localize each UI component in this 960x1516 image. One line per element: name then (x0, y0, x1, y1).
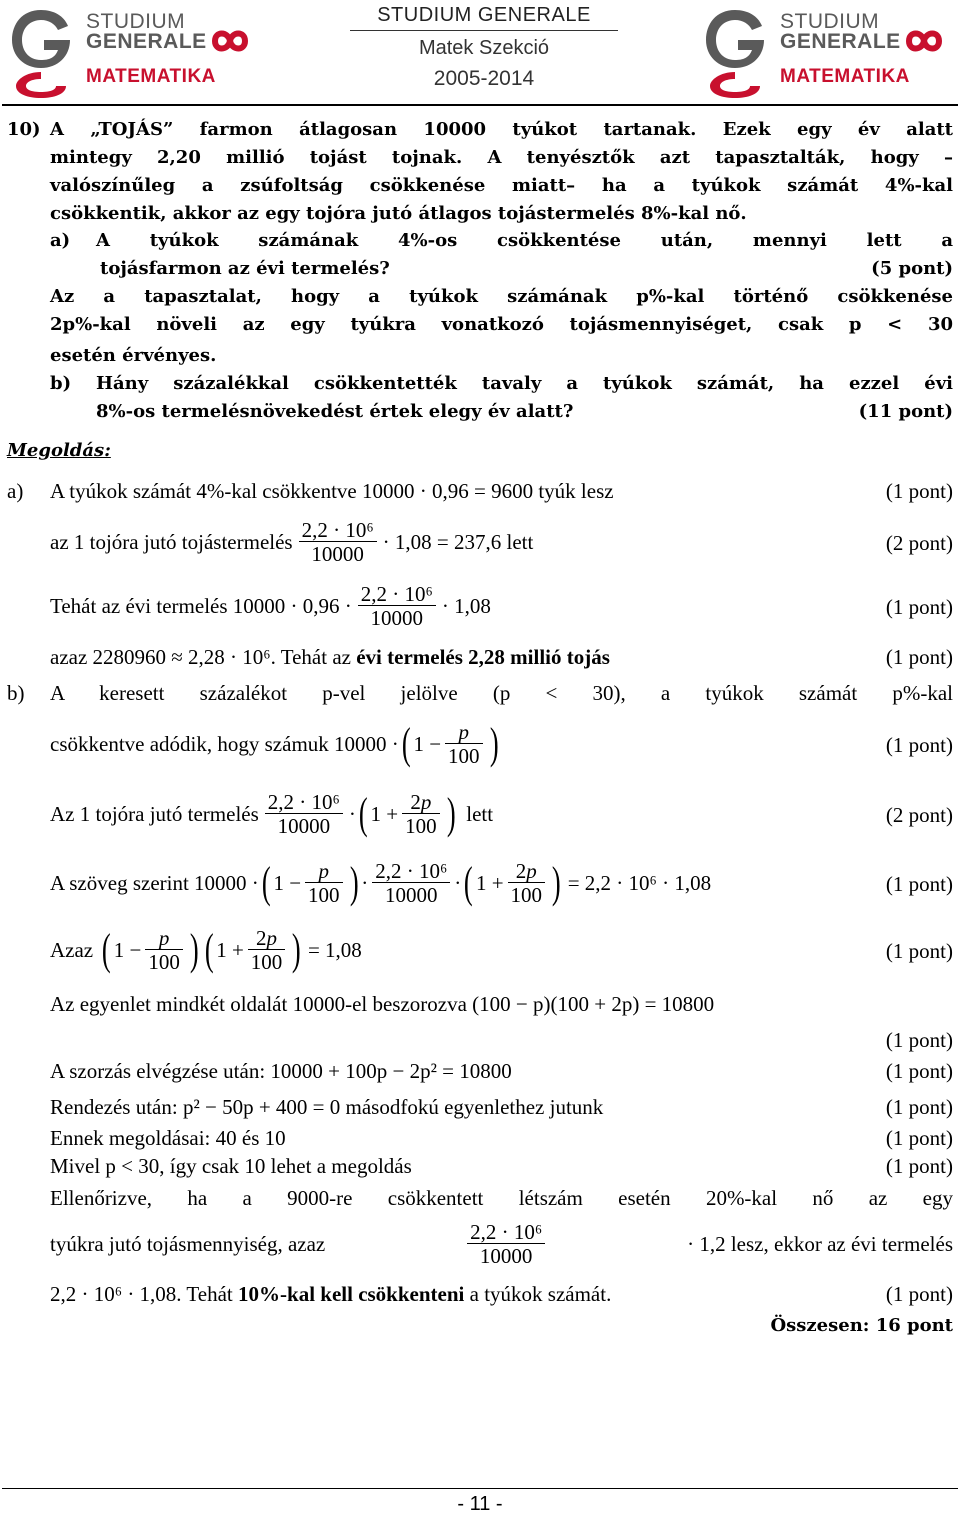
header-title-rule (350, 30, 618, 31)
solution-line (50, 1282, 611, 1307)
solution-text: Tehát az évi termelés 10000 · 0,96 · (50, 593, 352, 618)
solution-line: Mivel p < 30, így csak 10 lehet a megoldás (50, 1154, 412, 1178)
solution-points: (1 pont) (885, 872, 953, 896)
problem-line: valószínűleg a zsúfoltság csökkenése miatt– ha a tyúkok számát 4%-kal (50, 175, 953, 196)
header-title: STUDIUM GENERALE (377, 4, 591, 26)
fraction-numerator: 2,2 · 10⁶ (360, 581, 433, 606)
solution-heading: Megoldás: (7, 440, 111, 461)
solution-line: Ellenőrizve, ha a 9000-re csökkentett létszám esetén 20%-kal nő az egy (50, 1186, 953, 1210)
part-b-label: b) (50, 373, 72, 394)
solution-points: (1 pont) (885, 939, 953, 963)
solution-points: (1 pont) (885, 733, 953, 757)
solution-points: (1 pont) (885, 1154, 953, 1178)
solution-line: Ennek megoldásai: 40 és 10 (50, 1126, 286, 1150)
infinity-icon (894, 26, 954, 56)
solution-line: A keresett százalékot p-vel jelölve (p < 30), a tyúkok számát p%-kal (50, 681, 953, 705)
paren-right: ) (489, 719, 499, 768)
studium-generale-logo-left (6, 4, 256, 100)
solution-text: tyúkra jutó tojásmennyiség, azaz (50, 1231, 326, 1256)
solution-line: A szöveg szerint 10000 · ( 1 − $\frac{p}{100}$ ) · $\frac{\text{2,2 · 10⁶}}{10000}$ · ( 1 + $\frac{2p}{100}$ ) = 2,2 · 10⁶ · 1,08 (50, 858, 712, 907)
solution-text: · 1,08 (441, 593, 491, 618)
solution-text: 2,2 · 10⁶ · 1,08. Tehát (50, 1282, 233, 1306)
solution-text: Azaz (50, 937, 94, 962)
solution-line (50, 578, 491, 634)
logo-line3: MATEMATIKA (780, 66, 910, 87)
studium-generale-logo-right (700, 4, 950, 100)
solution-text: A szöveg szerint 10000 · (50, 870, 259, 895)
part-a-question: A tyúkok számának 4%-os csökkentése után, mennyi lett a (96, 230, 953, 251)
fraction: $\frac{\text{2,2 · 10⁶}}{10000}$ (265, 791, 343, 838)
paren-left: ( (401, 719, 411, 768)
solution-points: (1 pont) (885, 1282, 953, 1306)
solution-text: = 1,08 (307, 937, 362, 962)
solution-b-label: b) (7, 681, 25, 705)
solution-line: Rendezés után: p² − 50p + 400 = 0 másodfokú egyenlethez jutunk (50, 1095, 604, 1119)
footer-divider (2, 1488, 958, 1489)
solution-points: (1 pont) (885, 1059, 953, 1083)
logo-line2: GENERALE (86, 30, 207, 53)
solution-line (50, 514, 533, 570)
fraction-denominator: 10000 (358, 605, 436, 630)
part-b-question: Hány százalékkal csökkentették tavaly a tyúkok számát, ha ezzel évi (96, 373, 953, 394)
part-b-question-cont: 8%-os termelésnövekedést értek elegy év alatt? (96, 401, 574, 422)
header-years: 2005-2014 (433, 67, 535, 90)
header-center-title (350, 4, 618, 91)
fraction-denominator: 10000 (299, 541, 377, 566)
fraction (358, 583, 436, 630)
solution-text: · 1,08 = 237,6 lett (382, 529, 534, 554)
solution-line: Az 1 tojóra jutó termelés $\frac{\text{2,2 · 10⁶}}{10000}$ · ( 1 + $\frac{2p}{100}$ ) lett (50, 789, 494, 838)
condition-line: 2p%-kal növeli az egy tyúkra vonatkozó tojásmennyiséget, csak p < 30 (50, 314, 953, 335)
logo-line3: MATEMATIKA (86, 66, 216, 87)
solution-line: Azaz ( 1 − $\frac{p}{100}$ ) ( 1 + $\frac{2p}{100}$ ) = 1,08 (50, 925, 362, 974)
part-a-points: (5 pont) (871, 258, 953, 279)
logo-line2: GENERALE (780, 30, 901, 53)
solution-points: (1 pont) (885, 1126, 953, 1150)
solution-a-label: a) (7, 479, 24, 503)
solution-result: 10%-kal kell csökkenteni (238, 1282, 465, 1306)
solution-result: évi termelés 2,28 millió tojás (356, 645, 610, 669)
solution-points: (1 pont) (885, 645, 953, 669)
problem-line: A „TOJÁS” farmon átlagosan 10000 tyúkot tartanak. Ezek egy év alatt (50, 119, 953, 140)
solution-text: · 1,2 lesz, ekkor az évi termelés (687, 1231, 953, 1256)
solution-line: A tyúkok számát 4%-kal csökkentve 10000 · 0,96 = 9600 tyúk lesz (50, 479, 614, 503)
solution-text: Az 1 tojóra jutó termelés (50, 801, 259, 826)
solution-text: a tyúkok számát. (469, 1282, 612, 1306)
solution-line (50, 1216, 953, 1272)
problem-line: csökkentik, akkor az egy tojóra jutó átlagos tojástermelés 8%-kal nő. (50, 203, 747, 224)
solution-points: (2 pont) (885, 803, 953, 827)
header-divider (2, 104, 958, 106)
fraction-numerator: 2,2 · 10⁶ (470, 1219, 543, 1244)
logo-line1: STUDIUM (86, 10, 186, 33)
fraction (467, 1221, 545, 1268)
fraction-numerator: 2,2 · 10⁶ (301, 517, 374, 542)
solution-points: (1 pont) (885, 595, 953, 619)
infinity-icon (200, 26, 260, 56)
problem-line: mintegy 2,20 millió tojást tojnak. A tenyésztők azt tapasztalták, hogy – (50, 147, 953, 168)
part-a-question-cont: tojásfarmon az évi termelés? (100, 258, 390, 279)
solution-line (50, 645, 610, 670)
solution-text: azaz 2280960 ≈ 2,28 · 10⁶. Tehát az (50, 645, 351, 669)
solution-text: lett (466, 801, 494, 826)
page-number: - 11 - (457, 1493, 503, 1515)
problem-number: 10) (7, 119, 41, 140)
fraction-denominator: 10000 (467, 1243, 545, 1268)
total-points: Összesen: 16 pont (770, 1315, 953, 1336)
solution-points: (1 pont) (885, 1028, 953, 1052)
condition-line: esetén érvényes. (50, 345, 217, 366)
solution-text: az 1 tojóra jutó tojástermelés (50, 529, 293, 554)
solution-text: csökkentve adódik, hogy számuk 10000 · (50, 731, 399, 756)
sg-emblem-icon (6, 4, 76, 100)
sg-emblem-icon (700, 4, 770, 100)
solution-points: (1 pont) (885, 479, 953, 503)
solution-line: csökkentve adódik, hogy számuk 10000 · ( 1 − $\frac{p}{100}$ ) (50, 719, 499, 768)
solution-points: (2 pont) (885, 531, 953, 555)
part-b-points: (11 pont) (858, 401, 953, 422)
solution-line: A szorzás elvégzése után: 10000 + 100p − 2p² = 10800 (50, 1059, 512, 1083)
part-a-label: a) (50, 230, 71, 251)
header-subtitle: Matek Szekció (418, 37, 550, 59)
solution-points: (1 pont) (885, 1095, 953, 1119)
page-header (0, 0, 960, 108)
condition-line: Az a tapasztalat, hogy a tyúkok számának p%-kal történő csökkenése (50, 286, 953, 307)
fraction (299, 519, 377, 566)
solution-line: Az egyenlet mindkét oldalát 10000-el beszorozva (100 − p)(100 + 2p) = 10800 (50, 992, 715, 1016)
fraction: $\frac{p}{100}$ (445, 721, 483, 768)
solution-text: = 2,2 · 10⁶ · 1,08 (567, 870, 712, 895)
logo-line1: STUDIUM (780, 10, 880, 33)
